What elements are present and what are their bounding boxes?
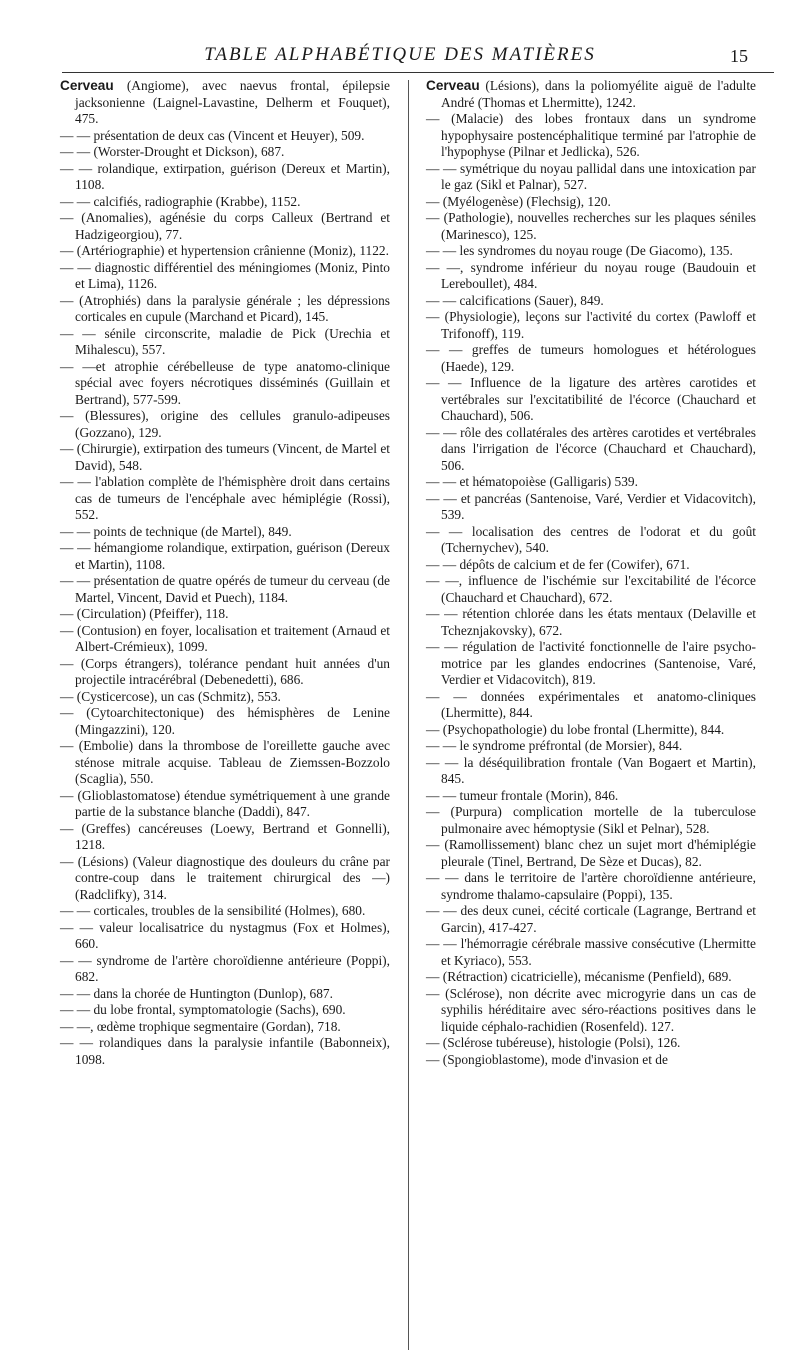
index-entry: — — diagnostic différentiel des méningiomes (Moniz, Pinto et Lima), 1126. <box>60 259 390 291</box>
index-entry: — — présentation de quatre opérés de tumeur du cerveau (de Martel, Vincent, David et Puech), 1184. <box>60 573 390 605</box>
index-entry: — (Glioblastomatose) étendue symétriquement à une grande partie de la substance blanche (Daddi), 847. <box>60 787 390 819</box>
index-entry: — (Greffes) cancéreuses (Loewy, Bertrand et Gonnelli), 1218. <box>60 820 390 852</box>
index-entry: — (Cysticercose), un cas (Schmitz), 553. <box>60 688 281 704</box>
index-entry: — — localisation des centres de l'odorat et du goût (Tchernychev), 540. <box>426 523 756 555</box>
index-entry: — (Physiologie), leçons sur l'activité du cortex (Pawloff et Trifonoff), 119. <box>426 309 756 341</box>
index-entry: — (Chirurgie), extirpation des tumeurs (Vincent, de Martel et David), 548. <box>60 441 390 473</box>
index-entry: — — rétention chlorée dans les états mentaux (Delaville et Tcheznjakovsky), 672. <box>426 606 756 638</box>
index-entry: Cerveau (Angiome), avec naevus frontal, épilepsie jacksonienne (Laignel-Lavastine, Delherm et Fouquet), 475. <box>60 78 390 126</box>
index-entry: — (Purpura) complication mortelle de la tuberculose pulmonaire avec hémoptysie (Sikl et Pelnar), 528. <box>426 804 756 836</box>
index-entry: Cerveau (Lésions), dans la poliomyélite aiguë de l'adulte André (Thomas et Lhermitte), 1242. <box>426 78 756 110</box>
index-entry: — — le syndrome préfrontal (de Morsier), 844. <box>426 738 683 753</box>
index-entry: — — corticales, troubles de la sensibilité (Holmes), 680. <box>60 903 366 918</box>
index-entry: — — et pancréas (Santenoise, Varé, Verdier et Vidacovitch), 539. <box>426 490 756 522</box>
index-entry: — (Myélogenèse) (Flechsig), 120. <box>426 193 611 209</box>
index-entry: — —, œdème trophique segmentaire (Gordan), 718. <box>60 1018 341 1034</box>
index-entry: — — du lobe frontal, symptomatologie (Sachs), 690. <box>60 1002 346 1017</box>
index-entry: — — rolandiques dans la paralysie infantile (Babonneix), 1098. <box>60 1035 390 1067</box>
index-entry: — (Embolie) dans la thrombose de l'oreillette gauche avec sténose mitrale acquise. Tableau de Ziemssen-Bozzolo (Scaglia), 550. <box>60 738 390 786</box>
index-entry: — — dans le territoire de l'artère choroïdienne antérieure, syndrome thalamo-capsulaire (Poppi), 135. <box>426 870 756 902</box>
index-entry: — — tumeur frontale (Morin), 846. <box>426 787 619 803</box>
index-entry: — — régulation de l'activité fonctionnelle de l'aire psycho-motrice par les glandes endocrines (Santenoise, Varé, Verdier et Vidacovitch), 819. <box>426 639 756 687</box>
index-entry: — (Malacie) des lobes frontaux dans un syndrome hypophysaire postencéphalitique terminé par l'atrophie de l'hypophyse (Pilnar et Jedlicka), 526. <box>426 111 756 159</box>
index-entry: — —, influence de l'ischémie sur l'excitabilité de l'écorce (Chauchard et Chauchard), 672. <box>426 573 756 605</box>
index-entry: — (Lésions) (Valeur diagnostique des douleurs du crâne par contre-coup dans le traitement chirurgical des —) (Radclifky), 314. <box>60 853 390 902</box>
column-divider <box>408 80 409 1350</box>
index-entry: — — présentation de deux cas (Vincent et Heuyer), 509. <box>60 127 365 143</box>
index-entry: — — symétrique du noyau pallidal dans une intoxication par le gaz (Sikl et Palnar), 527. <box>426 160 756 192</box>
index-entry: — (Contusion) en foyer, localisation et traitement (Arnaud et Albert-Crémieux), 1099. <box>60 622 390 654</box>
index-entry: — — (Worster-Drought et Dickson), 687. <box>60 144 285 159</box>
index-entry: — — données expérimentales et anatomo-cliniques (Lhermitte), 844. <box>426 688 756 720</box>
left-column <box>60 78 390 1068</box>
index-entry: — — calcifications (Sauer), 849. <box>426 292 604 308</box>
header-rule <box>62 72 774 73</box>
index-entry: — — l'ablation complète de l'hémisphère droit dans certains cas de tumeurs de l'encéphale avec hémiplégie (Rossi), 552. <box>60 474 390 522</box>
index-entry: — (Sclérose tubéreuse), histologie (Polsi), 126. <box>426 1035 681 1050</box>
index-entry: — (Ramollissement) blanc chez un sujet mort d'hémiplégie pleurale (Tinel, Bertrand, De Sèze et Ducas), 82. <box>426 837 756 869</box>
index-entry: — — la déséquilibration frontale (Van Bogaert et Martin), 845. <box>426 754 756 786</box>
index-entry: — (Pathologie), nouvelles recherches sur les plaques séniles (Marinesco), 125. <box>426 210 756 242</box>
index-entry: — — dans la chorée de Huntington (Dunlop), 687. <box>60 985 333 1001</box>
index-entry: — (Anomalies), agénésie du corps Calleux (Bertrand et Hadzigeorgiou), 77. <box>60 210 390 242</box>
index-entry: — (Cytoarchitectonique) des hémisphères de Lenine (Mingazzini), 120. <box>60 705 390 737</box>
index-entry: — (Circulation) (Pfeiffer), 118. <box>60 606 229 621</box>
index-entry: — — hémangiome rolandique, extirpation, guérison (Dereux et Martin), 1108. <box>60 540 390 572</box>
index-entry: — (Rétraction) cicatricielle), mécanisme (Penfield), 689. <box>426 969 732 984</box>
page-number: 15 <box>730 46 748 66</box>
right-column <box>426 78 756 1068</box>
index-entry: — — valeur localisatrice du nystagmus (Fox et Holmes), 660. <box>60 919 390 951</box>
index-entry: — — les syndromes du noyau rouge (De Giacomo), 135. <box>426 243 733 258</box>
running-title: TABLE ALPHABÉTIQUE DES MATIÈRES <box>204 44 596 65</box>
index-entry: — — et hématopoièse (Galligaris) 539. <box>426 474 638 489</box>
index-entry: — (Psychopathologie) du lobe frontal (Lhermitte), 844. <box>426 721 725 737</box>
index-entry: — — des deux cunei, cécité corticale (Lagrange, Bertrand et Garcin), 417-427. <box>426 903 756 935</box>
index-entry: — (Corps étrangers), tolérance pendant huit années d'un projectile intracérébral (Debenedetti), 686. <box>60 655 390 687</box>
index-entry: — — rolandique, extirpation, guérison (Dereux et Martin), 1108. <box>60 160 390 192</box>
index-entry: — — greffes de tumeurs homologues et hétérologues (Haede), 129. <box>426 342 756 374</box>
index-entry: — — calcifiés, radiographie (Krabbe), 1152. <box>60 193 301 209</box>
index-entry: — (Sclérose), non décrite avec microgyrie dans un cas de syphilis héréditaire avec séro-réactions positives dans le liquide céphalo-rachidien (Rosenfeld). 127. <box>426 985 756 1034</box>
index-entry: — (Atrophiés) dans la paralysie générale ; les dépressions corticales en cupule (Marchand et Picard), 145. <box>60 292 390 324</box>
index-entry: — — sénile circonscrite, maladie de Pick (Urechia et Mihalescu), 557. <box>60 325 390 357</box>
index-entry: — — dépôts de calcium et de fer (Cowifer), 671. <box>426 556 690 572</box>
index-entry: — —et atrophie cérébelleuse de type anatomo-clinique spécial avec foyers nécrotiques disséminés (Guillain et Bertrand), 577-599. <box>60 358 390 407</box>
index-entry: — — rôle des collatérales des artères carotides et vertébrales dans l'irrigation de l'écorce (Chauchard et Chauchard), 506. <box>426 424 756 473</box>
index-entry: — (Spongioblastome), mode d'invasion et de <box>426 1051 668 1067</box>
index-entry: — —, syndrome inférieur du noyau rouge (Baudouin et Lereboullet), 484. <box>426 259 756 291</box>
index-entry: — (Blessures), origine des cellules granulo-adipeuses (Gozzano), 129. <box>60 408 390 440</box>
index-entry: — — points de technique (de Martel), 849. <box>60 523 292 539</box>
index-entry: — — l'hémorragie cérébrale massive consécutive (Lhermitte et Kyriaco), 553. <box>426 936 756 968</box>
index-entry: — — syndrome de l'artère choroïdienne antérieure (Poppi), 682. <box>60 952 390 984</box>
index-entry: — — Influence de la ligature des artères carotides et vertébrales sur l'excitatibilité de l'écorce (Chauchard et Chauchard), 506. <box>426 375 756 423</box>
index-entry: — (Artériographie) et hypertension crânienne (Moniz), 1122. <box>60 243 389 258</box>
